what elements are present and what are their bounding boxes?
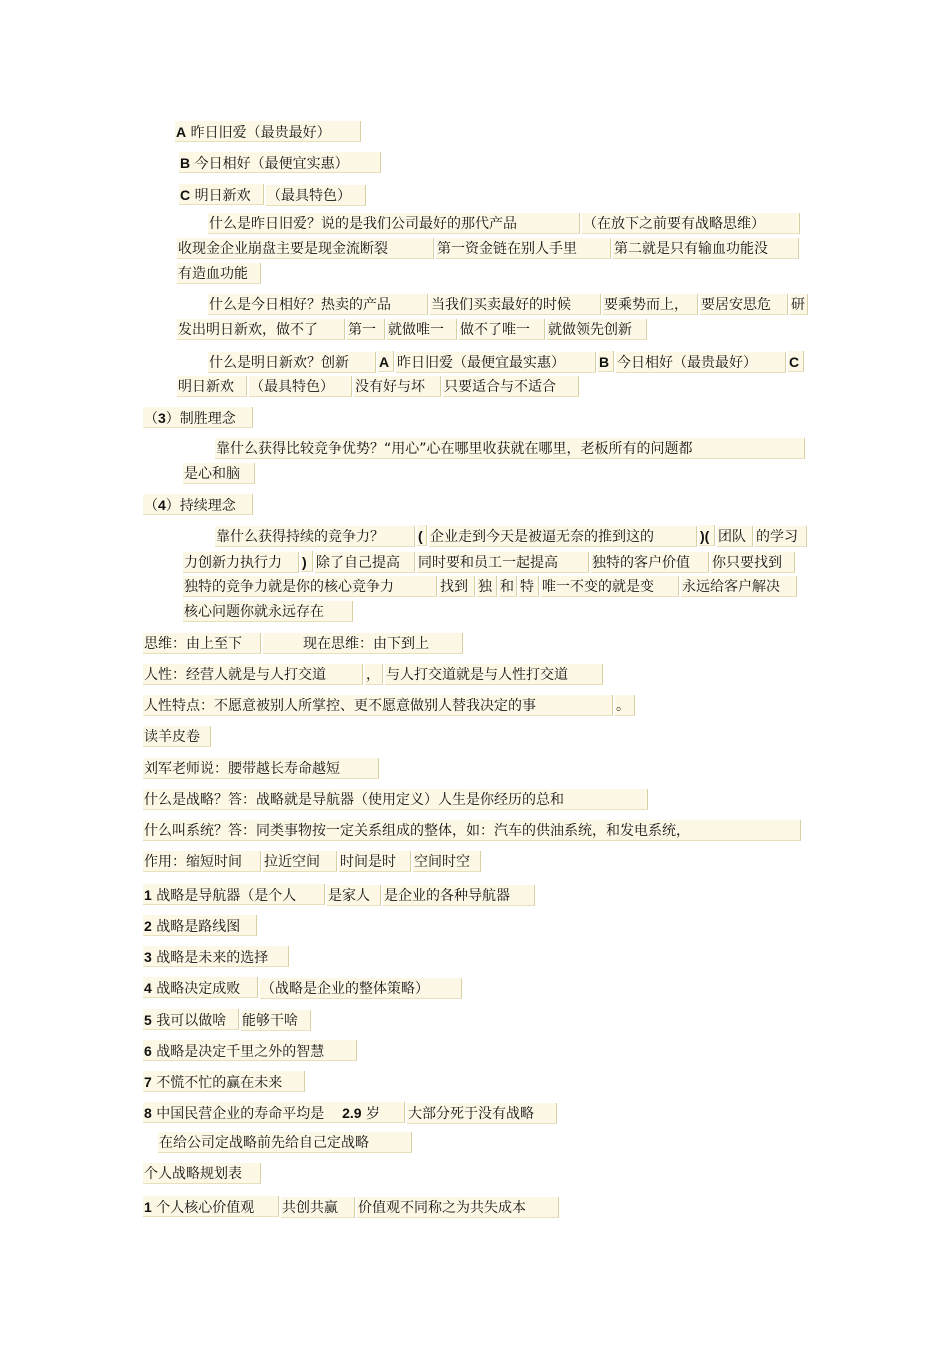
list-item-text: 是家人 bbox=[327, 885, 381, 906]
liu-line bbox=[143, 758, 381, 780]
para3-text: 没有好与坏 bbox=[354, 376, 441, 397]
list-item-text: 大部分死于没有战略 bbox=[407, 1103, 557, 1124]
list-item-text: 4 战略决定成败 bbox=[143, 977, 258, 998]
trait-line bbox=[143, 695, 637, 717]
para1-text: 有造血功能 bbox=[177, 263, 261, 284]
human-text: 人性：经营人就是与人打交道 bbox=[143, 664, 363, 685]
para3-text: （最具特色） bbox=[249, 376, 352, 397]
para3-text: 今日相好（最贵最好） bbox=[616, 352, 786, 373]
self-strategy-line bbox=[158, 1132, 414, 1154]
thinking-line bbox=[143, 633, 465, 655]
section4-text: 特 bbox=[519, 576, 539, 597]
para2-text: 第一 bbox=[347, 319, 385, 340]
section4-title: （4）持续理念 bbox=[143, 494, 253, 515]
human-text: 与人打交道就是与人性打交道 bbox=[385, 664, 603, 685]
para2-line2 bbox=[177, 319, 649, 341]
section3-text: 靠什么获得比较竞争优势？“用心”心在哪里收获就在哪里，老板所有的问题都 bbox=[215, 438, 805, 459]
para3-text: 只要适合与不适合 bbox=[443, 376, 579, 397]
list-item-text: 能够干啥 bbox=[241, 1010, 311, 1031]
para2-text: 研 bbox=[790, 294, 808, 315]
para1-line1 bbox=[208, 213, 802, 235]
section4-text: 企业走到今天是被逼无奈的推到这的 bbox=[429, 526, 697, 547]
para3-letter: C bbox=[788, 351, 804, 372]
section3-line2 bbox=[183, 463, 257, 485]
option-a-text: A 昨日旧爱（最贵最好） bbox=[175, 121, 361, 142]
list-item-1 bbox=[143, 884, 537, 906]
para3-letter: A bbox=[378, 351, 394, 372]
para2-text: 什么是今日相好？热卖的产品 bbox=[208, 294, 428, 315]
para2-text: 做不了唯一 bbox=[459, 319, 545, 340]
scroll-line bbox=[143, 726, 213, 748]
option-b bbox=[179, 152, 383, 174]
section4-text: 核心问题你就永远存在 bbox=[183, 601, 353, 622]
plan-item-text: 价值观不同称之为共失成本 bbox=[357, 1197, 559, 1218]
section4-line4 bbox=[183, 601, 355, 623]
para1-line3 bbox=[177, 263, 263, 285]
section4-text: 永远给客户解决 bbox=[681, 576, 797, 597]
table-title-text: 个人战略规划表 bbox=[143, 1163, 261, 1184]
strategy-text: 什么是战略？答：战略就是导航器（使用定义）人生是你经历的总和 bbox=[143, 789, 648, 810]
para2-text: 就做领先创新 bbox=[547, 319, 647, 340]
system-definition bbox=[143, 820, 803, 842]
thinking-new: 现在思维：由下到上 bbox=[263, 633, 463, 654]
para3-line2 bbox=[177, 376, 581, 398]
trait-period: 。 bbox=[615, 695, 635, 716]
list-item-text: 3 战略是未来的选择 bbox=[143, 946, 289, 967]
list-item-text: 2 战略是路线图 bbox=[143, 915, 257, 936]
plan-item-1 bbox=[143, 1196, 561, 1218]
para1-text: 第一资金链在别人手里 bbox=[436, 238, 611, 259]
para3-text: 昨日旧爱（最便宜最实惠） bbox=[396, 352, 596, 373]
list-item-5 bbox=[143, 1009, 313, 1031]
section4-text: 找到 bbox=[439, 576, 475, 597]
para3-text: 什么是明日新欢？创新 bbox=[208, 352, 376, 373]
table-title bbox=[143, 1163, 263, 1185]
section4-heading bbox=[143, 494, 255, 516]
option-b-text: B 今日相好（最便宜实惠） bbox=[179, 152, 381, 173]
self-strategy-text: 在给公司定战略前先给自己定战略 bbox=[158, 1132, 412, 1153]
section4-text: )( bbox=[699, 525, 715, 546]
section4-text: 团队 bbox=[717, 526, 753, 547]
list-item-3 bbox=[143, 946, 291, 968]
section4-text: 独特的客户价值 bbox=[591, 552, 709, 573]
list-item-8 bbox=[143, 1102, 559, 1124]
trait-text: 人性特点：不愿意被别人所掌控、更不愿意做别人替我决定的事 bbox=[143, 695, 613, 716]
section3-heading bbox=[143, 407, 255, 429]
option-c-text: C 明日新欢 bbox=[179, 184, 264, 205]
section4-text: ) bbox=[301, 551, 313, 572]
liu-text: 刘军老师说：腰带越长寿命越短 bbox=[143, 758, 379, 779]
list-item-text: 8 中国民营企业的寿命平均是 2.9 岁 bbox=[143, 1102, 405, 1123]
section4-text: 除了自己提高 bbox=[315, 552, 415, 573]
human-comma: ， bbox=[365, 664, 383, 685]
section4-line3 bbox=[183, 576, 799, 598]
thinking-old: 思维：由上至下 bbox=[143, 633, 261, 654]
option-c-note: （最具特色） bbox=[266, 185, 366, 206]
para3-letter: B bbox=[598, 351, 614, 372]
section4-text: 独特的竞争力就是你的核心竞争力 bbox=[183, 576, 437, 597]
section4-text: 的学习 bbox=[755, 526, 807, 547]
strategy-definition bbox=[143, 789, 650, 811]
section4-line1 bbox=[215, 525, 809, 547]
section3-line1 bbox=[215, 438, 807, 460]
list-item-6 bbox=[143, 1040, 359, 1062]
list-item-text: 7 不慌不忙的赢在未来 bbox=[143, 1071, 305, 1092]
plan-item-text: 共创共赢 bbox=[281, 1197, 355, 1218]
section4-text: 你只要找到 bbox=[711, 552, 795, 573]
scroll-text: 读羊皮卷 bbox=[143, 726, 211, 747]
para2-text: 要乘势而上， bbox=[603, 294, 698, 315]
human-line bbox=[143, 664, 605, 686]
effect-text: 时间是时 bbox=[339, 851, 411, 872]
list-item-7 bbox=[143, 1071, 307, 1093]
effect-text: 作用：缩短时间 bbox=[143, 851, 261, 872]
section4-text: 唯一不变的就是变 bbox=[541, 576, 679, 597]
section4-text: ( bbox=[417, 525, 427, 546]
para1-text: 收现金企业崩盘主要是现金流断裂 bbox=[177, 238, 434, 259]
section4-text: 同时要和员工一起提高 bbox=[417, 552, 589, 573]
list-item-text: （战略是企业的整体策略） bbox=[260, 978, 462, 999]
list-item-text: 1 战略是导航器（是个人 bbox=[143, 884, 325, 905]
para2-text: 就做唯一 bbox=[387, 319, 457, 340]
effect-line bbox=[143, 851, 483, 873]
list-item-text: 6 战略是决定千里之外的智慧 bbox=[143, 1040, 357, 1061]
para3-text: 明日新欢 bbox=[177, 376, 247, 397]
section4-text: 力创新力执行力 bbox=[183, 552, 299, 573]
list-item-text: 5 我可以做啥 bbox=[143, 1009, 239, 1030]
para1-note: （在放下之前要有战略思维） bbox=[582, 213, 800, 234]
list-item-2 bbox=[143, 915, 259, 937]
para1-text: 什么是昨日旧爱？说的是我们公司最好的那代产品 bbox=[208, 213, 580, 234]
para2-text: 当我们买卖最好的时候 bbox=[430, 294, 601, 315]
section3-title: （3）制胜理念 bbox=[143, 407, 253, 428]
option-c bbox=[179, 184, 368, 206]
option-a bbox=[175, 121, 363, 143]
para2-line1 bbox=[208, 294, 810, 316]
para2-text: 发出明日新欢，做不了 bbox=[177, 319, 345, 340]
list-item-4 bbox=[143, 977, 464, 999]
section4-text: 靠什么获得持续的竞争力？ bbox=[215, 526, 415, 547]
section4-text: 独 bbox=[477, 576, 497, 597]
effect-text: 拉近空间 bbox=[263, 851, 337, 872]
para2-text: 要居安思危 bbox=[700, 294, 788, 315]
effect-text: 空间时空 bbox=[413, 851, 481, 872]
list-item-text: 是企业的各种导航器 bbox=[383, 885, 535, 906]
plan-item-text: 1 个人核心价值观 bbox=[143, 1196, 279, 1217]
section3-text: 是心和脑 bbox=[183, 463, 255, 484]
system-text: 什么叫系统？答：同类事物按一定关系组成的整体，如：汽车的供油系统，和发电系统， bbox=[143, 820, 801, 841]
para3-line1 bbox=[208, 351, 806, 373]
para1-text: 第二就是只有输血功能没 bbox=[613, 238, 799, 259]
section4-line2 bbox=[183, 551, 797, 573]
para1-line2 bbox=[177, 238, 801, 260]
section4-text: 和 bbox=[499, 576, 517, 597]
